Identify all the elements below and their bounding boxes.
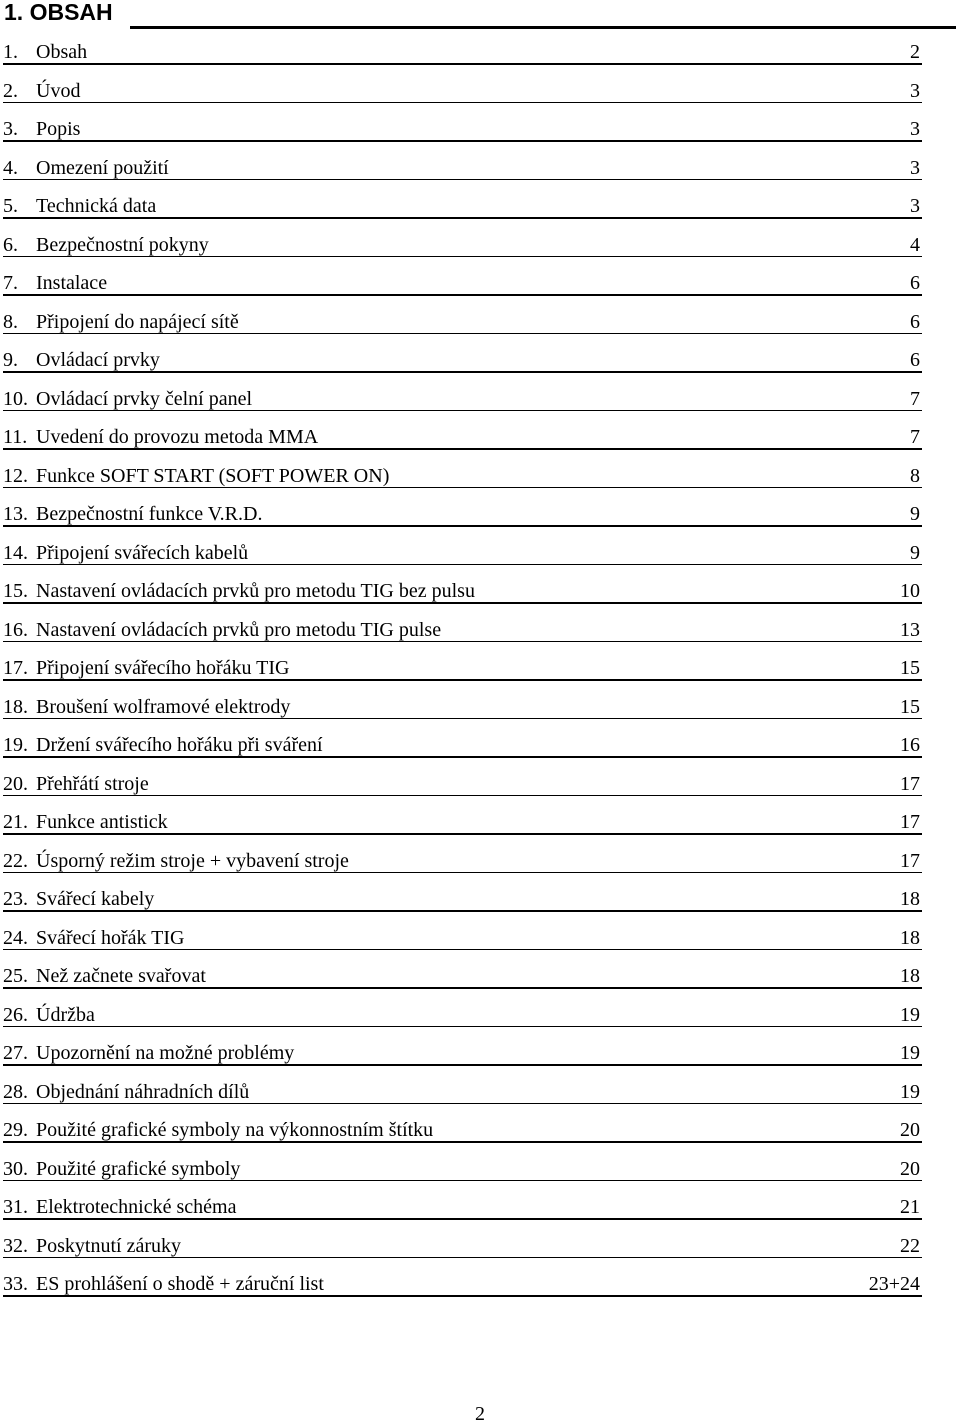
- toc-entry-title: Připojení do napájecí sítě: [36, 310, 239, 333]
- toc-entry-title: Údržba: [36, 1003, 95, 1026]
- toc-entry-number: 33.: [3, 1273, 28, 1295]
- toc-entry-underline: [3, 217, 922, 219]
- toc-entry-page: 3: [910, 195, 920, 217]
- toc-entry: [0, 575, 960, 614]
- toc-entry-page: 3: [910, 156, 920, 179]
- toc-entry-title: Ovládací prvky: [36, 349, 160, 371]
- toc-entry-number: 9.: [3, 349, 18, 371]
- toc-entry-title: Elektrotechnické schéma: [36, 1196, 237, 1218]
- toc-entry-number: 16.: [3, 618, 28, 641]
- toc-entry-underline: [3, 256, 922, 258]
- toc-entry-underline: [3, 371, 922, 373]
- toc-entry: [0, 845, 960, 884]
- toc-entry-underline: [3, 1295, 922, 1297]
- toc-entry-title: Svářecí hořák TIG: [36, 926, 185, 949]
- page-title: 1. OBSAH: [4, 0, 113, 25]
- toc-entry: [0, 498, 960, 537]
- toc-entry-underline: [3, 795, 922, 797]
- toc-entry-number: 15.: [3, 580, 28, 602]
- toc-entry: [0, 152, 960, 191]
- toc-entry: [0, 883, 960, 922]
- toc-entry-page: 4: [910, 233, 920, 256]
- heading-rule: [130, 26, 956, 29]
- toc-entry-label: [3, 656, 289, 680]
- page-number: 2: [475, 1403, 485, 1425]
- toc-entry-title: Úsporný režim stroje + vybavení stroje: [36, 849, 349, 872]
- toc-entry-underline: [3, 679, 922, 681]
- toc-entry-label: [3, 1118, 433, 1142]
- toc-entry-page: 20: [900, 1119, 920, 1141]
- toc-entry-number: 20.: [3, 772, 28, 795]
- toc-entry-label: [3, 810, 168, 834]
- toc-entry-underline: [3, 333, 922, 335]
- toc-entry-title: Přehřátí stroje: [36, 772, 149, 795]
- toc-entry-underline: [3, 63, 922, 65]
- toc-entry-label: [3, 618, 441, 642]
- toc-entry-label: [3, 1080, 249, 1104]
- toc-entry-label: [3, 464, 389, 488]
- toc-entry-underline: [3, 602, 922, 604]
- toc-entry-title: Objednání náhradních dílů: [36, 1080, 250, 1103]
- toc-entry: [0, 1230, 960, 1269]
- toc-entry-underline: [3, 872, 922, 874]
- toc-entry-label: [3, 849, 349, 873]
- toc-entry-page: 17: [900, 772, 920, 795]
- toc-entry-number: 11.: [3, 426, 28, 448]
- toc-entry-title: Upozornění na možné problémy: [36, 1042, 295, 1064]
- toc-entry-number: 12.: [3, 464, 28, 487]
- toc-entry-page: 7: [910, 426, 920, 448]
- toc-entry-title: Než začnete svařovat: [36, 965, 206, 987]
- toc-entry-title: Připojení svářecího hořáku TIG: [36, 657, 290, 679]
- table-of-contents: [0, 36, 960, 1307]
- toc-entry-number: 4.: [3, 156, 18, 179]
- toc-entry: [0, 421, 960, 460]
- toc-entry: [0, 267, 960, 306]
- toc-entry: [0, 344, 960, 383]
- toc-entry-underline: [3, 448, 922, 450]
- toc-entry-title: Nastavení ovládacích prvků pro metodu TIG bez pulsu: [36, 580, 475, 602]
- toc-entry: [0, 190, 960, 229]
- toc-entry-title: Držení svářecího hořáku při sváření: [36, 734, 323, 756]
- toc-entry-title: ES prohlášení o shodě + záruční list: [36, 1273, 324, 1295]
- toc-entry-page: 19: [900, 1003, 920, 1026]
- toc-entry-label: [3, 502, 262, 526]
- toc-entry: [0, 460, 960, 499]
- toc-entry-title: Instalace: [36, 272, 108, 294]
- toc-entry-underline: [3, 564, 922, 566]
- toc-entry-title: Poskytnutí záruky: [36, 1234, 181, 1257]
- toc-entry: [0, 1114, 960, 1153]
- toc-entry-title: Bezpečnostní funkce V.R.D.: [36, 503, 263, 525]
- toc-entry-label: [3, 425, 318, 449]
- toc-entry-page: 18: [900, 888, 920, 910]
- toc-entry-number: 17.: [3, 657, 28, 679]
- toc-entry-page: 17: [900, 811, 920, 833]
- toc-entry-number: 30.: [3, 1157, 28, 1180]
- toc-entry-label: [3, 1272, 324, 1296]
- toc-entry-underline: [3, 641, 922, 643]
- toc-entry-underline: [3, 1026, 922, 1028]
- toc-entry-label: [3, 733, 323, 757]
- toc-entry-number: 31.: [3, 1196, 28, 1218]
- toc-entry-label: [3, 541, 248, 565]
- toc-entry-label: [3, 964, 206, 988]
- toc-entry-underline: [3, 410, 922, 412]
- toc-entry-underline: [3, 102, 922, 104]
- toc-entry-underline: [3, 910, 922, 912]
- toc-entry-title: Ovládací prvky čelní panel: [36, 387, 253, 410]
- toc-entry-title: Bezpečnostní pokyny: [36, 233, 209, 256]
- toc-entry-page: 6: [910, 310, 920, 333]
- toc-entry-page: 16: [900, 734, 920, 756]
- toc-entry-page: 6: [910, 349, 920, 371]
- toc-entry-underline: [3, 833, 922, 835]
- toc-entry-page: 20: [900, 1157, 920, 1180]
- toc-entry-number: 21.: [3, 811, 28, 833]
- toc-entry-underline: [3, 525, 922, 527]
- toc-entry-number: 3.: [3, 118, 18, 140]
- toc-entry-page: 18: [900, 965, 920, 987]
- toc-entry-label: [3, 579, 475, 603]
- toc-entry-underline: [3, 756, 922, 758]
- toc-entry-underline: [3, 718, 922, 720]
- toc-entry: [0, 652, 960, 691]
- toc-entry-label: [3, 348, 160, 372]
- toc-entry: [0, 999, 960, 1038]
- toc-entry: [0, 1191, 960, 1230]
- toc-entry-label: [3, 1041, 294, 1065]
- toc-entry-number: 18.: [3, 695, 28, 718]
- toc-entry-label: [3, 1157, 240, 1181]
- toc-entry-underline: [3, 179, 922, 181]
- toc-entry-title: Funkce SOFT START (SOFT POWER ON): [36, 464, 390, 487]
- toc-entry-title: Technická data: [36, 195, 157, 217]
- toc-entry-label: [3, 79, 80, 103]
- toc-entry: [0, 306, 960, 345]
- toc-entry-number: 19.: [3, 734, 28, 756]
- toc-entry-underline: [3, 487, 922, 489]
- toc-entry-label: [3, 387, 252, 411]
- toc-entry-number: 10.: [3, 387, 28, 410]
- toc-heading: [0, 0, 960, 30]
- toc-entry-page: 2: [910, 41, 920, 63]
- toc-entry-title: Funkce antistick: [36, 811, 168, 833]
- toc-entry-number: 5.: [3, 195, 18, 217]
- toc-entry-number: 25.: [3, 965, 28, 987]
- toc-entry-page: 15: [900, 657, 920, 679]
- toc-entry-number: 29.: [3, 1119, 28, 1141]
- toc-entry-label: [3, 926, 184, 950]
- toc-entry-number: 32.: [3, 1234, 28, 1257]
- toc-entry-page: 8: [910, 464, 920, 487]
- toc-entry-page: 9: [910, 503, 920, 525]
- toc-entry-page: 22: [900, 1234, 920, 1257]
- toc-entry: [0, 1037, 960, 1076]
- toc-entry-underline: [3, 1180, 922, 1182]
- toc-entry-number: 27.: [3, 1042, 28, 1064]
- toc-entry: [0, 806, 960, 845]
- toc-entry-label: [3, 233, 209, 257]
- toc-entry-underline: [3, 1218, 922, 1220]
- toc-entry-page: 9: [910, 541, 920, 564]
- toc-entry-underline: [3, 987, 922, 989]
- toc-entry-underline: [3, 294, 922, 296]
- toc-entry-title: Uvedení do provozu metoda MMA: [36, 426, 319, 448]
- toc-entry-label: [3, 271, 107, 295]
- toc-entry-number: 2.: [3, 79, 18, 102]
- toc-entry-label: [3, 695, 290, 719]
- toc-entry: [0, 922, 960, 961]
- toc-entry: [0, 75, 960, 114]
- toc-entry-page: 3: [910, 79, 920, 102]
- toc-entry-label: [3, 1003, 95, 1027]
- toc-entry-title: Připojení svářecích kabelů: [36, 541, 249, 564]
- toc-entry-title: Broušení wolframové elektrody: [36, 695, 291, 718]
- toc-entry-title: Úvod: [36, 79, 81, 102]
- toc-entry-number: 7.: [3, 272, 18, 294]
- toc-entry-label: [3, 772, 149, 796]
- toc-entry-number: 13.: [3, 503, 28, 525]
- toc-entry-number: 26.: [3, 1003, 28, 1026]
- toc-entry: [0, 229, 960, 268]
- toc-entry: [0, 614, 960, 653]
- toc-entry-page: 18: [900, 926, 920, 949]
- toc-entry-underline: [3, 1064, 922, 1066]
- toc-entry: [0, 691, 960, 730]
- toc-entry-title: Popis: [36, 118, 81, 140]
- toc-entry: [0, 960, 960, 999]
- toc-entry-number: 24.: [3, 926, 28, 949]
- toc-entry-number: 8.: [3, 310, 18, 333]
- toc-entry-underline: [3, 949, 922, 951]
- toc-entry-page: 19: [900, 1080, 920, 1103]
- toc-entry-page: 19: [900, 1042, 920, 1064]
- toc-entry-page: 15: [900, 695, 920, 718]
- toc-entry-number: 6.: [3, 233, 18, 256]
- toc-entry-label: [3, 117, 80, 141]
- toc-entry-title: Použité grafické symboly na výkonnostním štítku: [36, 1119, 434, 1141]
- toc-entry-underline: [3, 1257, 922, 1259]
- toc-entry: [0, 1268, 960, 1307]
- toc-entry-number: 23.: [3, 888, 28, 910]
- toc-entry: [0, 1076, 960, 1115]
- toc-entry-title: Nastavení ovládacích prvků pro metodu TIG pulse: [36, 618, 442, 641]
- toc-entry-label: [3, 1195, 236, 1219]
- toc-entry-number: 1.: [3, 41, 18, 63]
- toc-entry-label: [3, 1234, 181, 1258]
- toc-entry-page: 17: [900, 849, 920, 872]
- toc-entry-page: 21: [900, 1196, 920, 1218]
- toc-entry-title: Svářecí kabely: [36, 888, 155, 910]
- toc-entry-title: Omezení použití: [36, 156, 169, 179]
- toc-entry: [0, 537, 960, 576]
- toc-entry-underline: [3, 140, 922, 142]
- toc-entry-title: Použité grafické symboly: [36, 1157, 241, 1180]
- toc-entry-number: 22.: [3, 849, 28, 872]
- toc-entry: [0, 36, 960, 75]
- toc-entry-label: [3, 156, 169, 180]
- toc-entry: [0, 1153, 960, 1192]
- toc-entry-page: 13: [900, 618, 920, 641]
- toc-entry: [0, 768, 960, 807]
- toc-entry: [0, 729, 960, 768]
- toc-entry-underline: [3, 1103, 922, 1105]
- toc-entry-label: [3, 194, 156, 218]
- toc-entry-number: 28.: [3, 1080, 28, 1103]
- toc-entry-page: 3: [910, 118, 920, 140]
- toc-entry-label: [3, 310, 239, 334]
- toc-entry-page: 23+24: [868, 1273, 920, 1295]
- toc-entry-underline: [3, 1141, 922, 1143]
- toc-entry-title: Obsah: [36, 41, 88, 63]
- toc-entry-page: 6: [910, 272, 920, 294]
- toc-entry-page: 7: [910, 387, 920, 410]
- toc-entry: [0, 383, 960, 422]
- toc-entry-number: 14.: [3, 541, 28, 564]
- toc-entry-page: 10: [900, 580, 920, 602]
- toc-entry: [0, 113, 960, 152]
- toc-entry-label: [3, 887, 154, 911]
- toc-entry-label: [3, 40, 87, 64]
